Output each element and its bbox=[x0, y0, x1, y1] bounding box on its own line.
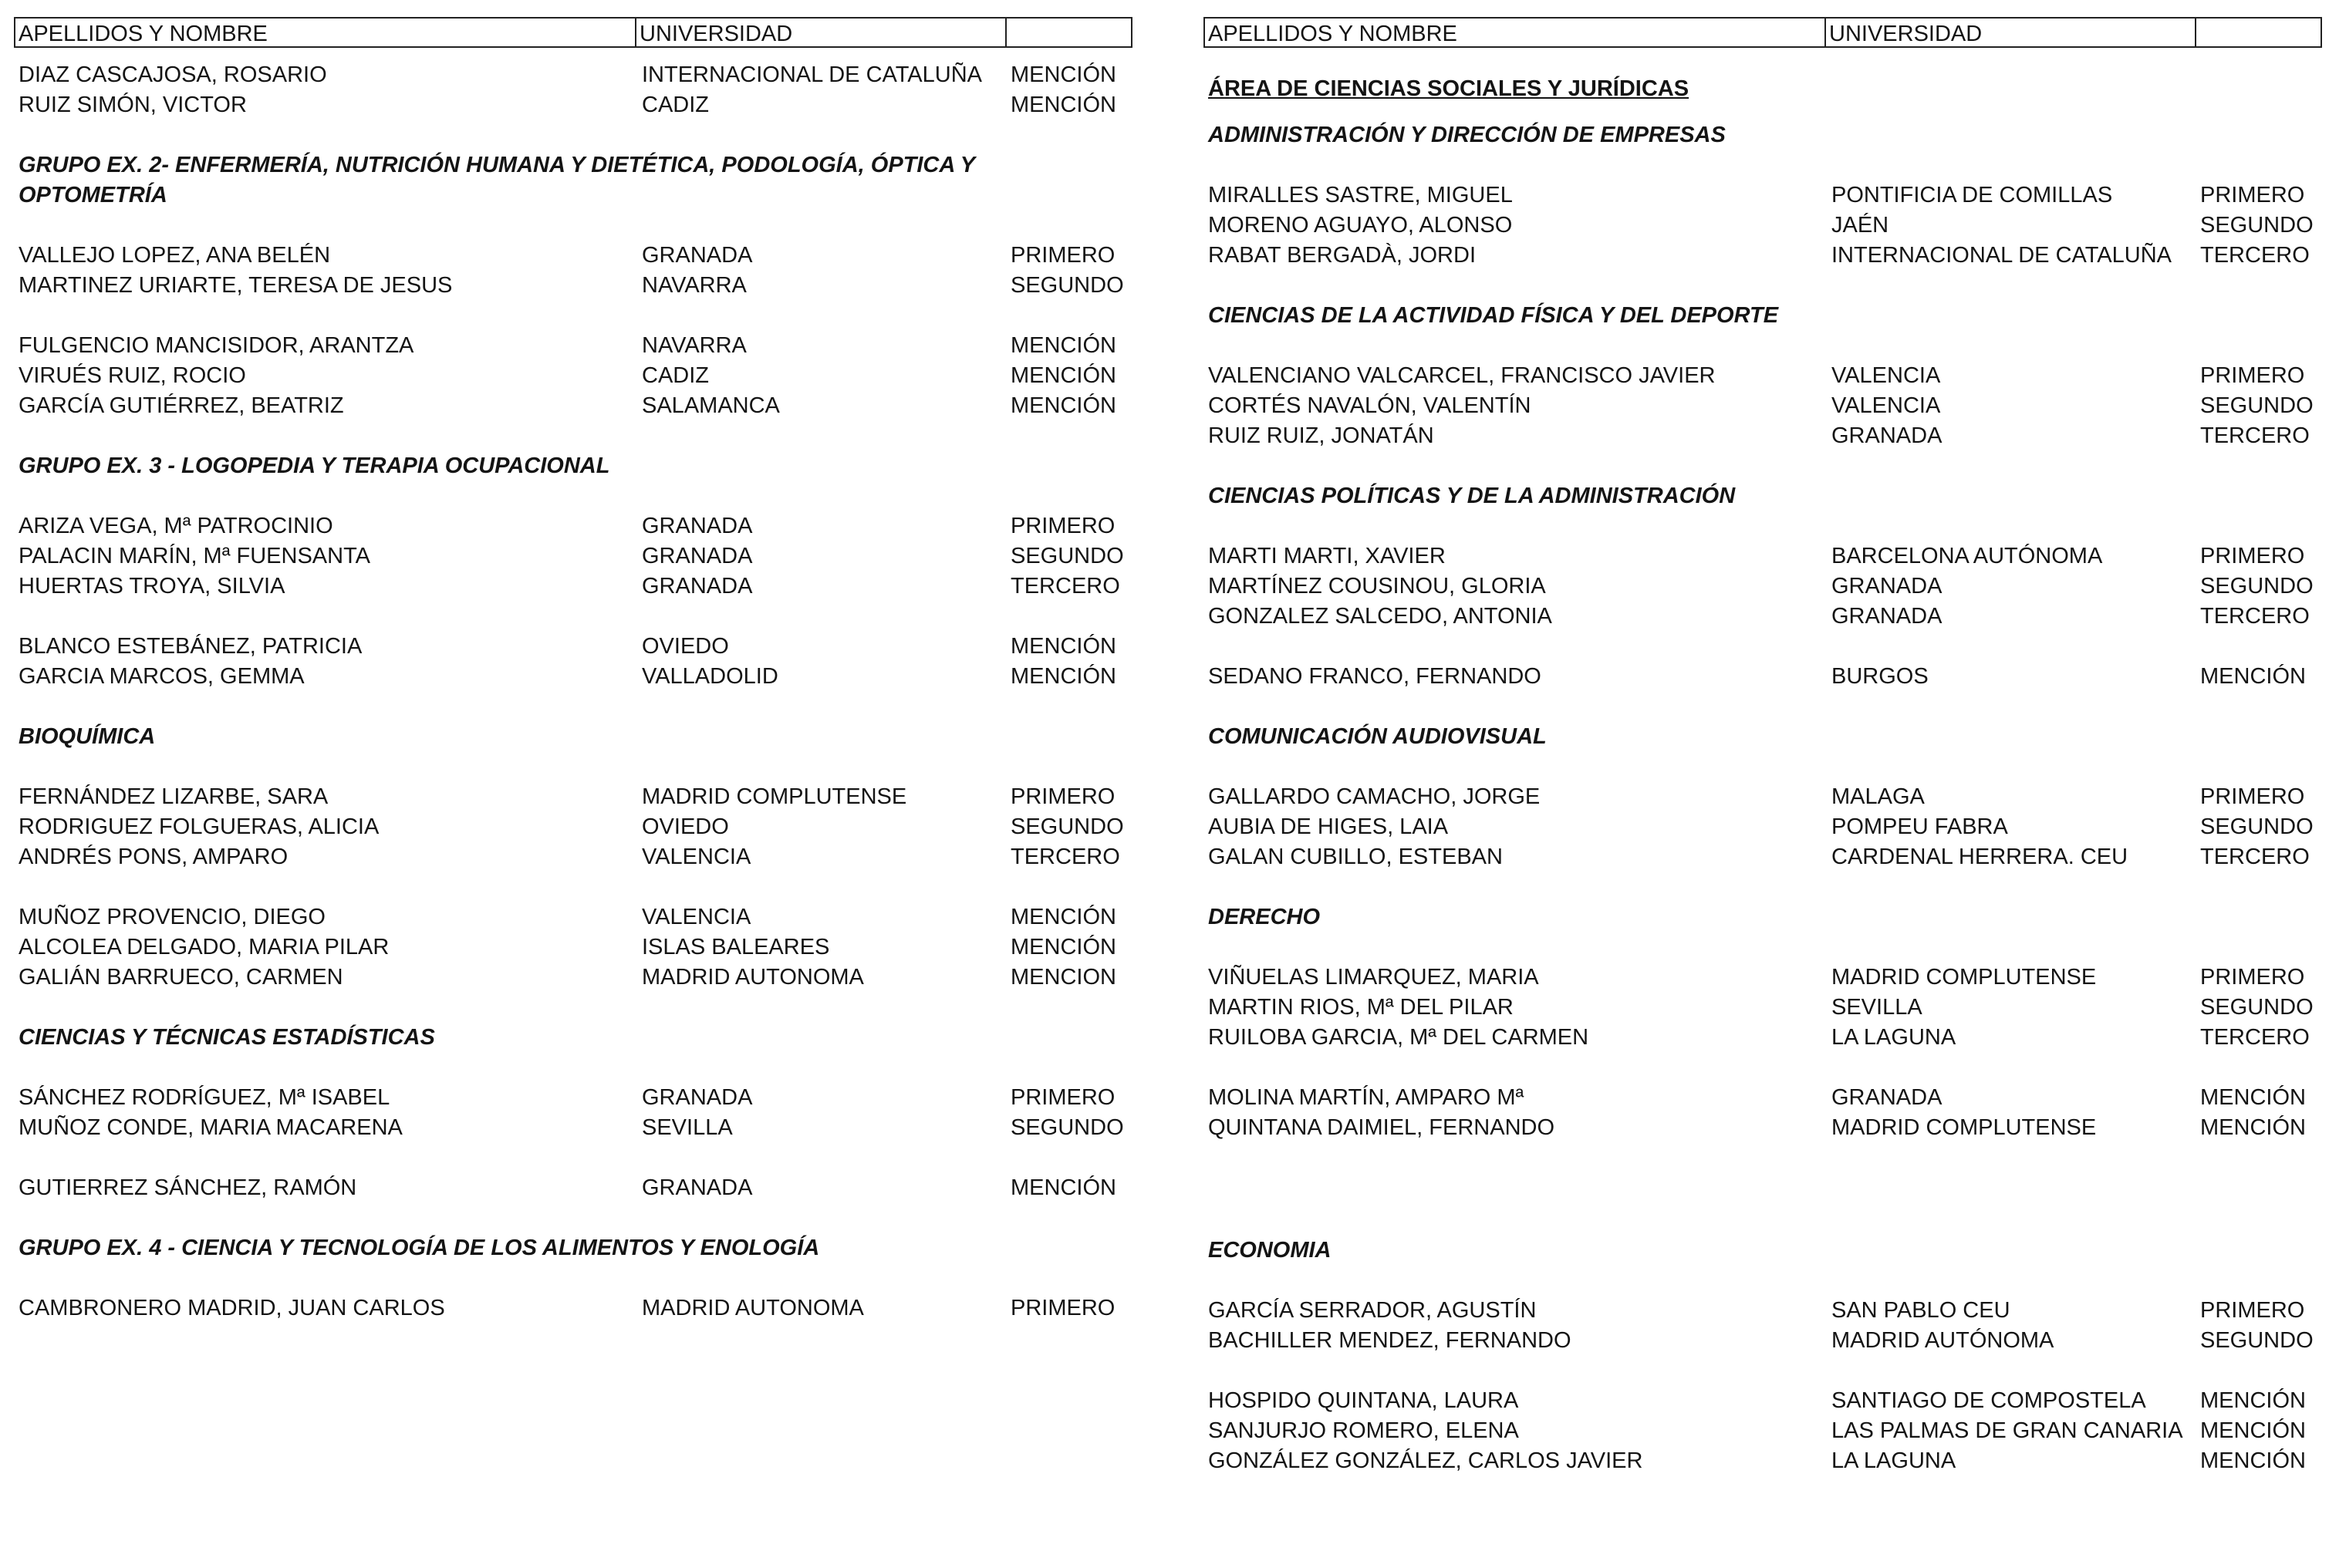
award-group bbox=[1208, 662, 2329, 692]
award-rank: PRIMERO bbox=[1011, 243, 1116, 268]
award-row bbox=[19, 541, 1142, 572]
award-rank: SEGUNDO bbox=[2200, 814, 2314, 839]
award-row bbox=[1208, 572, 2329, 602]
student-name: BLANCO ESTEBÁNEZ, PATRICIA bbox=[19, 634, 363, 659]
award-rank: PRIMERO bbox=[2200, 1298, 2305, 1323]
student-name: VIÑUELAS LIMARQUEZ, MARIA bbox=[1208, 965, 1539, 990]
university-name: GRANADA bbox=[642, 544, 753, 568]
award-rank: SEGUNDO bbox=[2200, 995, 2314, 1020]
area-title: ÁREA DE CIENCIAS SOCIALES Y JURÍDICAS bbox=[1208, 76, 1689, 101]
award-row bbox=[1208, 1296, 2329, 1326]
student-name: GONZÁLEZ GONZÁLEZ, CARLOS JAVIER bbox=[1208, 1448, 1643, 1473]
university-name: MALAGA bbox=[1831, 784, 1925, 809]
student-name: MUÑOZ CONDE, MARIA MACARENA bbox=[19, 1115, 403, 1140]
university-name: OVIEDO bbox=[642, 634, 729, 659]
award-row bbox=[19, 572, 1142, 602]
award-row bbox=[19, 241, 1142, 271]
award-row bbox=[1208, 662, 2329, 692]
student-name: RABAT BERGADÀ, JORDI bbox=[1208, 243, 1476, 268]
degree-section bbox=[1208, 722, 2329, 872]
section-title: ECONOMIA bbox=[1208, 1238, 1332, 1263]
award-row bbox=[1208, 421, 2329, 451]
student-name: DIAZ CASCAJOSA, ROSARIO bbox=[19, 62, 327, 87]
award-rank: SEGUNDO bbox=[2200, 1328, 2314, 1353]
award-row bbox=[1208, 361, 2329, 391]
column-header bbox=[14, 17, 1132, 48]
award-rank: MENCION bbox=[1011, 965, 1116, 990]
award-group bbox=[19, 1173, 1142, 1203]
student-name: ANDRÉS PONS, AMPARO bbox=[19, 845, 289, 869]
award-rank: SEGUNDO bbox=[2200, 393, 2314, 418]
student-name: GONZALEZ SALCEDO, ANTONIA bbox=[1208, 604, 1552, 629]
award-rank: SEGUNDO bbox=[1011, 814, 1124, 839]
award-row bbox=[1208, 1416, 2329, 1446]
section-title: GRUPO EX. 4 - CIENCIA Y TECNOLOGÍA DE LOS ALIMENTOS Y ENOLOGÍA bbox=[19, 1236, 820, 1260]
award-rank: PRIMERO bbox=[2200, 544, 2305, 568]
award-group bbox=[19, 511, 1142, 602]
award-row bbox=[19, 932, 1142, 963]
award-rank: MENCIÓN bbox=[1011, 905, 1116, 929]
university-name: GRANADA bbox=[1831, 423, 1943, 448]
university-name: GRANADA bbox=[642, 1085, 753, 1110]
header-rank-column bbox=[2196, 19, 2321, 46]
award-row bbox=[19, 271, 1142, 301]
university-name: VALENCIA bbox=[1831, 393, 1941, 418]
award-row bbox=[19, 90, 1142, 120]
award-rank: MENCIÓN bbox=[1011, 333, 1116, 358]
student-name: GUTIERREZ SÁNCHEZ, RAMÓN bbox=[19, 1175, 357, 1200]
award-rank: MENCIÓN bbox=[1011, 62, 1116, 87]
award-group bbox=[1208, 180, 2329, 271]
university-name: MADRID AUTONOMA bbox=[642, 965, 864, 990]
university-name: POMPEU FABRA bbox=[1831, 814, 2008, 839]
degree-section bbox=[19, 451, 1142, 692]
award-rank: MENCIÓN bbox=[1011, 634, 1116, 659]
award-group bbox=[19, 1083, 1142, 1143]
student-name: SÁNCHEZ RODRÍGUEZ, Mª ISABEL bbox=[19, 1085, 390, 1110]
award-rank: MENCIÓN bbox=[2200, 1115, 2306, 1140]
award-row bbox=[19, 812, 1142, 842]
award-rank: TERCERO bbox=[2200, 423, 2310, 448]
award-group bbox=[1208, 782, 2329, 872]
student-name: FERNÁNDEZ LIZARBE, SARA bbox=[19, 784, 329, 809]
award-row bbox=[1208, 1113, 2329, 1143]
award-row bbox=[1208, 241, 2329, 271]
university-name: CADIZ bbox=[642, 93, 709, 117]
award-rank: PRIMERO bbox=[1011, 784, 1116, 809]
section-title: CIENCIAS POLÍTICAS Y DE LA ADMINISTRACIÓN bbox=[1208, 484, 1736, 508]
award-rank: MENCIÓN bbox=[1011, 935, 1116, 959]
award-rank: TERCERO bbox=[2200, 1025, 2310, 1050]
award-rank: TERCERO bbox=[1011, 845, 1120, 869]
student-name: SEDANO FRANCO, FERNANDO bbox=[1208, 664, 1541, 689]
student-name: GALLARDO CAMACHO, JORGE bbox=[1208, 784, 1541, 809]
university-name: GRANADA bbox=[1831, 604, 1943, 629]
student-name: MOLINA MARTÍN, AMPARO Mª bbox=[1208, 1085, 1524, 1110]
section-title: CIENCIAS Y TÉCNICAS ESTADÍSTICAS bbox=[19, 1025, 435, 1050]
award-row bbox=[19, 842, 1142, 872]
university-name: GRANADA bbox=[1831, 1085, 1943, 1110]
header-name-column: APELLIDOS Y NOMBRE bbox=[15, 19, 636, 46]
student-name: FULGENCIO MANCISIDOR, ARANTZA bbox=[19, 333, 414, 358]
degree-section bbox=[1208, 1236, 2329, 1476]
section-title: ADMINISTRACIÓN Y DIRECCIÓN DE EMPRESAS bbox=[1208, 123, 1726, 147]
student-name: VALLEJO LOPEZ, ANA BELÉN bbox=[19, 243, 331, 268]
university-name: NAVARRA bbox=[642, 273, 747, 298]
award-row bbox=[19, 1113, 1142, 1143]
university-name: MADRID AUTONOMA bbox=[642, 1296, 864, 1320]
section-title: CIENCIAS DE LA ACTIVIDAD FÍSICA Y DEL DEPORTE bbox=[1208, 303, 1779, 328]
university-name: INTERNACIONAL DE CATALUÑA bbox=[642, 62, 982, 87]
student-name: MARTIN RIOS, Mª DEL PILAR bbox=[1208, 995, 1514, 1020]
left-page-body bbox=[19, 60, 1142, 1354]
student-name: ALCOLEA DELGADO, MARIA PILAR bbox=[19, 935, 390, 959]
university-name: SALAMANCA bbox=[642, 393, 780, 418]
award-rank: MENCIÓN bbox=[2200, 1085, 2306, 1110]
university-name: SAN PABLO CEU bbox=[1831, 1298, 2010, 1323]
award-rank: PRIMERO bbox=[2200, 965, 2305, 990]
award-group bbox=[19, 331, 1142, 421]
award-row bbox=[1208, 1386, 2329, 1416]
university-name: NAVARRA bbox=[642, 333, 747, 358]
university-name: GRANADA bbox=[642, 574, 753, 599]
award-rank: PRIMERO bbox=[2200, 183, 2305, 207]
award-row bbox=[1208, 391, 2329, 421]
award-rank: TERCERO bbox=[2200, 604, 2310, 629]
left-page bbox=[0, 0, 1142, 1568]
award-rank: MENCIÓN bbox=[2200, 1448, 2306, 1473]
award-group bbox=[19, 241, 1142, 301]
award-row bbox=[19, 1083, 1142, 1113]
student-name: HOSPIDO QUINTANA, LAURA bbox=[1208, 1388, 1519, 1413]
student-name: RUIZ RUIZ, JONATÁN bbox=[1208, 423, 1434, 448]
header-name-column: APELLIDOS Y NOMBRE bbox=[1205, 19, 1826, 46]
spacer bbox=[1208, 1173, 2329, 1236]
student-name: GARCIA MARCOS, GEMMA bbox=[19, 664, 305, 689]
university-name: LA LAGUNA bbox=[1831, 1025, 1956, 1050]
award-group bbox=[1208, 1083, 2329, 1143]
award-rank: PRIMERO bbox=[1011, 514, 1116, 538]
award-group bbox=[1208, 541, 2329, 632]
degree-section bbox=[19, 150, 1142, 421]
column-header bbox=[1203, 17, 2322, 48]
university-name: SEVILLA bbox=[1831, 995, 1922, 1020]
award-rank: SEGUNDO bbox=[1011, 273, 1124, 298]
award-group bbox=[1208, 963, 2329, 1053]
student-name: GALAN CUBILLO, ESTEBAN bbox=[1208, 845, 1503, 869]
award-rank: PRIMERO bbox=[2200, 363, 2305, 388]
student-name: PALACIN MARÍN, Mª FUENSANTA bbox=[19, 544, 370, 568]
student-name: MORENO AGUAYO, ALONSO bbox=[1208, 213, 1513, 238]
student-name: VIRUÉS RUIZ, ROCIO bbox=[19, 363, 246, 388]
award-rank: MENCIÓN bbox=[1011, 93, 1116, 117]
university-name: LAS PALMAS DE GRAN CANARIA bbox=[1831, 1418, 2183, 1443]
award-row bbox=[1208, 1023, 2329, 1053]
award-rank: MENCIÓN bbox=[1011, 393, 1116, 418]
award-row bbox=[1208, 541, 2329, 572]
section-title: COMUNICACIÓN AUDIOVISUAL bbox=[1208, 724, 1547, 749]
award-rank: SEGUNDO bbox=[1011, 544, 1124, 568]
university-name: MADRID COMPLUTENSE bbox=[642, 784, 907, 809]
award-rank: MENCIÓN bbox=[2200, 664, 2306, 689]
award-row bbox=[1208, 993, 2329, 1023]
award-row bbox=[1208, 842, 2329, 872]
award-row bbox=[19, 963, 1142, 993]
university-name: CADIZ bbox=[642, 363, 709, 388]
award-row bbox=[19, 331, 1142, 361]
award-rank: MENCIÓN bbox=[1011, 1175, 1116, 1200]
award-rank: SEGUNDO bbox=[2200, 213, 2314, 238]
award-row bbox=[1208, 1446, 2329, 1476]
award-row bbox=[19, 361, 1142, 391]
degree-section bbox=[1208, 481, 2329, 692]
degree-section bbox=[19, 1023, 1142, 1203]
degree-section bbox=[1208, 902, 2329, 1143]
university-name: GRANADA bbox=[1831, 574, 1943, 599]
award-row bbox=[19, 511, 1142, 541]
degree-section bbox=[1208, 301, 2329, 451]
award-rank: MENCIÓN bbox=[2200, 1388, 2306, 1413]
award-row bbox=[1208, 211, 2329, 241]
award-row bbox=[19, 1173, 1142, 1203]
student-name: MARTI MARTI, XAVIER bbox=[1208, 544, 1446, 568]
student-name: CORTÉS NAVALÓN, VALENTÍN bbox=[1208, 393, 1531, 418]
award-rank: PRIMERO bbox=[1011, 1085, 1116, 1110]
right-page-body bbox=[1208, 60, 2329, 1506]
award-row bbox=[1208, 812, 2329, 842]
university-name: VALENCIA bbox=[642, 845, 751, 869]
university-name: SANTIAGO DE COMPOSTELA bbox=[1831, 1388, 2146, 1413]
degree-section bbox=[19, 722, 1142, 993]
award-row bbox=[19, 902, 1142, 932]
student-name: RUILOBA GARCIA, Mª DEL CARMEN bbox=[1208, 1025, 1589, 1050]
university-name: LA LAGUNA bbox=[1831, 1448, 1956, 1473]
header-university-column: UNIVERSIDAD bbox=[636, 19, 1007, 46]
student-name: GARCÍA SERRADOR, AGUSTÍN bbox=[1208, 1298, 1537, 1323]
student-name: VALENCIANO VALCARCEL, FRANCISCO JAVIER bbox=[1208, 363, 1716, 388]
award-group bbox=[1208, 361, 2329, 451]
university-name: BARCELONA AUTÓNOMA bbox=[1831, 544, 2103, 568]
degree-section bbox=[19, 1233, 1142, 1324]
university-name: CARDENAL HERRERA. CEU bbox=[1831, 845, 2128, 869]
student-name: CAMBRONERO MADRID, JUAN CARLOS bbox=[19, 1296, 445, 1320]
student-name: HUERTAS TROYA, SILVIA bbox=[19, 574, 285, 599]
degree-section bbox=[1208, 120, 2329, 271]
award-group bbox=[1208, 1386, 2329, 1476]
student-name: MIRALLES SASTRE, MIGUEL bbox=[1208, 183, 1513, 207]
university-name: MADRID AUTÓNOMA bbox=[1831, 1328, 2054, 1353]
university-name: GRANADA bbox=[642, 514, 753, 538]
award-group bbox=[19, 1293, 1142, 1324]
award-rank: PRIMERO bbox=[1011, 1296, 1116, 1320]
university-name: JAÉN bbox=[1831, 213, 1889, 238]
award-group bbox=[19, 632, 1142, 692]
award-rank: SEGUNDO bbox=[2200, 574, 2314, 599]
award-row bbox=[19, 782, 1142, 812]
university-name: PONTIFICIA DE COMILLAS bbox=[1831, 183, 2113, 207]
student-name: SANJURJO ROMERO, ELENA bbox=[1208, 1418, 1519, 1443]
university-name: SEVILLA bbox=[642, 1115, 733, 1140]
award-row bbox=[1208, 782, 2329, 812]
student-name: BACHILLER MENDEZ, FERNANDO bbox=[1208, 1328, 1571, 1353]
award-rank: PRIMERO bbox=[2200, 784, 2305, 809]
award-row bbox=[19, 1293, 1142, 1324]
header-rank-column bbox=[1007, 19, 1131, 46]
university-name: ISLAS BALEARES bbox=[642, 935, 830, 959]
award-row bbox=[1208, 180, 2329, 211]
award-rank: TERCERO bbox=[2200, 845, 2310, 869]
student-name: MARTÍNEZ COUSINOU, GLORIA bbox=[1208, 574, 1546, 599]
section-title: DERECHO bbox=[1208, 905, 1321, 929]
student-name: GALIÁN BARRUECO, CARMEN bbox=[19, 965, 343, 990]
university-name: GRANADA bbox=[642, 1175, 753, 1200]
award-row bbox=[19, 662, 1142, 692]
award-row bbox=[1208, 963, 2329, 993]
university-name: VALLADOLID bbox=[642, 664, 778, 689]
student-name: GARCÍA GUTIÉRREZ, BEATRIZ bbox=[19, 393, 344, 418]
award-rank: MENCIÓN bbox=[1011, 363, 1116, 388]
award-group bbox=[1208, 1296, 2329, 1356]
section-title: BIOQUÍMICA bbox=[19, 724, 156, 749]
award-rank: TERCERO bbox=[2200, 243, 2310, 268]
award-group bbox=[19, 902, 1142, 993]
award-row bbox=[19, 632, 1142, 662]
university-name: BURGOS bbox=[1831, 664, 1929, 689]
student-name: QUINTANA DAIMIEL, FERNANDO bbox=[1208, 1115, 1555, 1140]
university-name: OVIEDO bbox=[642, 814, 729, 839]
award-row bbox=[1208, 1326, 2329, 1356]
student-name: MUÑOZ PROVENCIO, DIEGO bbox=[19, 905, 326, 929]
student-name: RUIZ SIMÓN, VICTOR bbox=[19, 93, 247, 117]
section-title: GRUPO EX. 2- ENFERMERÍA, NUTRICIÓN HUMANA Y DIETÉTICA, PODOLOGÍA, ÓPTICA Y OPTOMETRÍA bbox=[19, 153, 975, 207]
university-name: VALENCIA bbox=[642, 905, 751, 929]
right-page bbox=[1203, 0, 2329, 1568]
award-row bbox=[1208, 602, 2329, 632]
student-name: ARIZA VEGA, Mª PATROCINIO bbox=[19, 514, 333, 538]
header-university-column: UNIVERSIDAD bbox=[1826, 19, 2196, 46]
award-rank: MENCIÓN bbox=[1011, 664, 1116, 689]
university-name: MADRID COMPLUTENSE bbox=[1831, 965, 2097, 990]
university-name: MADRID COMPLUTENSE bbox=[1831, 1115, 2097, 1140]
award-row bbox=[1208, 1083, 2329, 1113]
university-name: GRANADA bbox=[642, 243, 753, 268]
student-name: MARTINEZ URIARTE, TERESA DE JESUS bbox=[19, 273, 453, 298]
student-name: AUBIA DE HIGES, LAIA bbox=[1208, 814, 1449, 839]
award-group bbox=[19, 782, 1142, 872]
university-name: INTERNACIONAL DE CATALUÑA bbox=[1831, 243, 2172, 268]
section-title: GRUPO EX. 3 - LOGOPEDIA Y TERAPIA OCUPACIONAL bbox=[19, 454, 610, 478]
award-row bbox=[19, 60, 1142, 90]
award-row bbox=[19, 391, 1142, 421]
award-group bbox=[19, 60, 1142, 120]
award-rank: SEGUNDO bbox=[1011, 1115, 1124, 1140]
university-name: VALENCIA bbox=[1831, 363, 1941, 388]
award-rank: TERCERO bbox=[1011, 574, 1120, 599]
student-name: RODRIGUEZ FOLGUERAS, ALICIA bbox=[19, 814, 380, 839]
award-rank: MENCIÓN bbox=[2200, 1418, 2306, 1443]
